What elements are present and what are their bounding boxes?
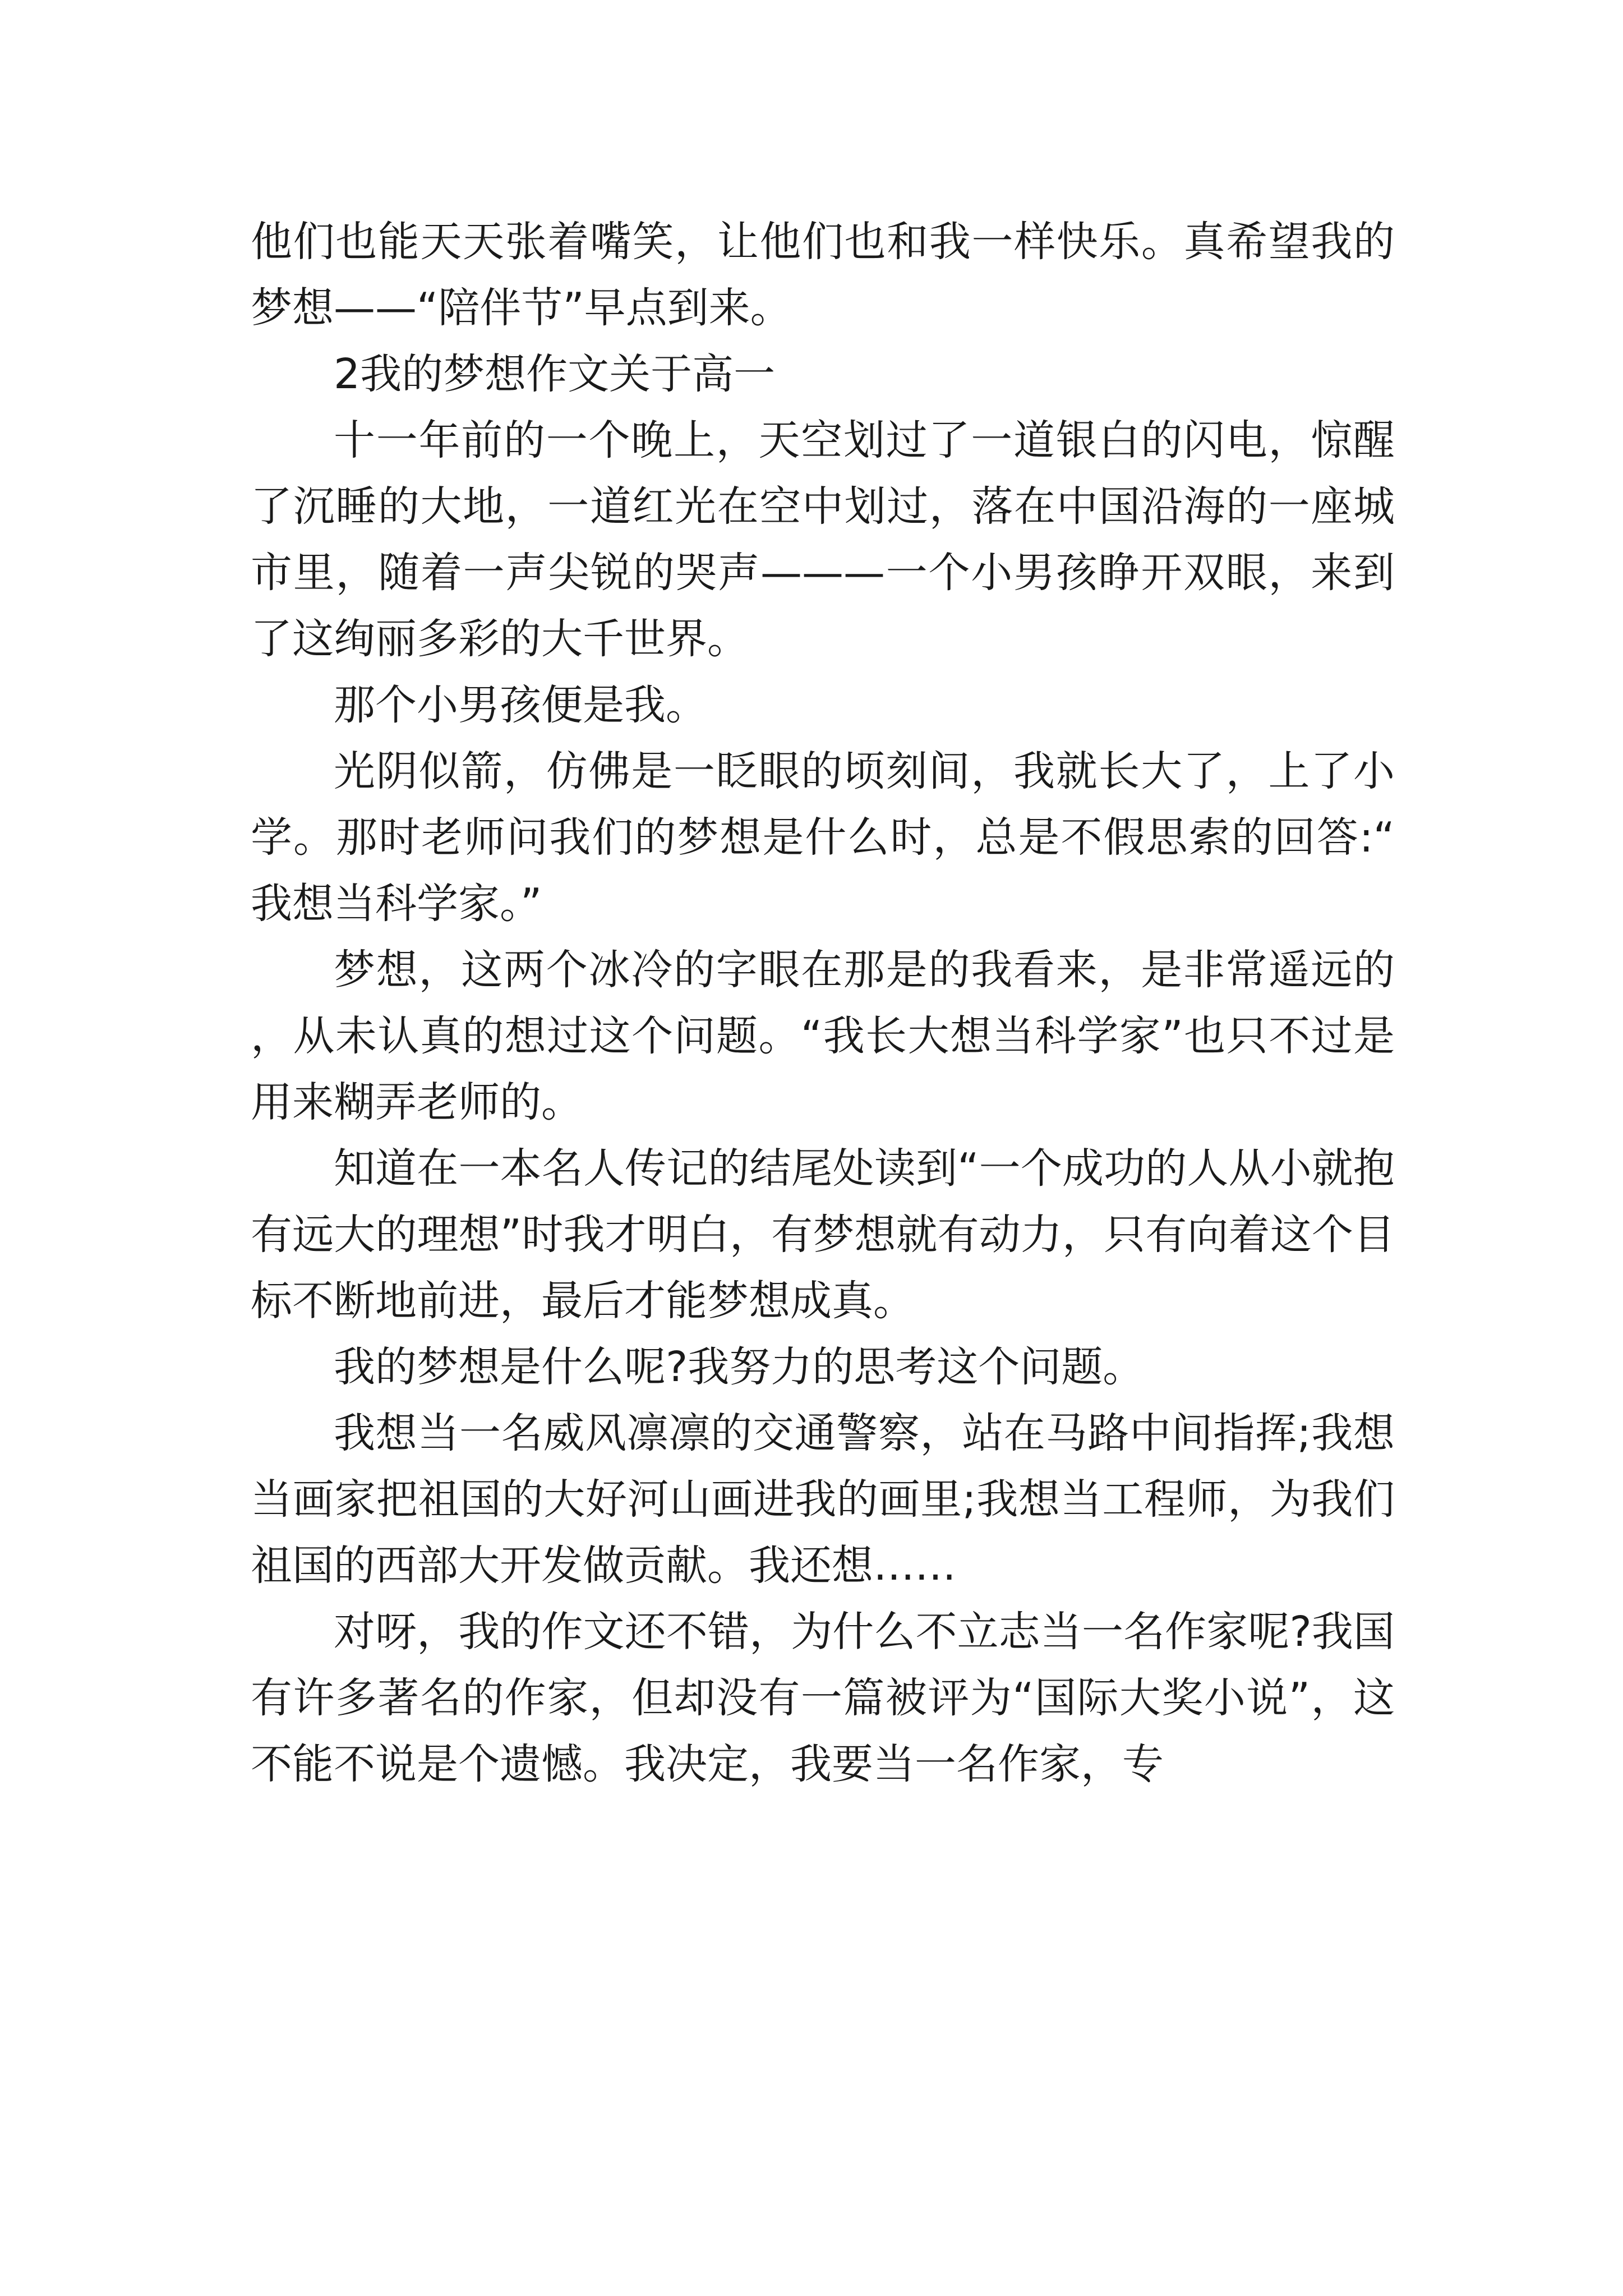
document-body: [251, 209, 1395, 1797]
paragraph: 知道在一本名人传记的结尾处读到“一个成功的人从小就抱有远大的理想”时我才明白，有梦想就有动力，只有向着这个目标不断地前进，最后才能梦想成真。: [251, 1144, 1395, 1325]
paragraph: 对呀，我的作文还不错，为什么不立志当一名作家呢?我国有许多著名的作家，但却没有一篇被评为“国际大奖小说”，这不能不说是个遗憾。我决定，我要当一名作家，专: [251, 1608, 1395, 1788]
paragraph: 光阴似箭，仿佛是一眨眼的顷刻间，我就长大了，上了小学。那时老师问我们的梦想是什么时，总是不假思索的回答:“我想当科学家。”: [251, 747, 1395, 928]
paragraph: 十一年前的一个晚上，天空划过了一道银白的闪电，惊醒了沉睡的大地，一道红光在空中划过，落在中国沿海的一座城市里，随着一声尖锐的哭声———一个小男孩睁开双眼，来到了这绚丽多彩的大千世界。: [251, 416, 1395, 663]
paragraph: 那个小男孩便是我。: [334, 681, 707, 729]
paragraph: 我想当一名威风凛凛的交通警察，站在马路中间指挥;我想当画家把祖国的大好河山画进我的画里;我想当工程师，为我们祖国的西部大开发做贡献。我还想……: [251, 1409, 1395, 1590]
paragraph: 梦想，这两个冰冷的字眼在那是的我看来，是非常遥远的，从未认真的想过这个问题。“我长大想当科学家”也只不过是用来糊弄老师的。: [251, 946, 1395, 1126]
paragraph: 我的梦想是什么呢?我努力的思考这个问题。: [334, 1343, 1145, 1391]
section-heading: 2我的梦想作文关于高一: [334, 350, 776, 398]
paragraph-continuation: 他们也能天天张着嘴笑，让他们也和我一样快乐。真希望我的梦想——“陪伴节”早点到来。: [251, 218, 1395, 332]
